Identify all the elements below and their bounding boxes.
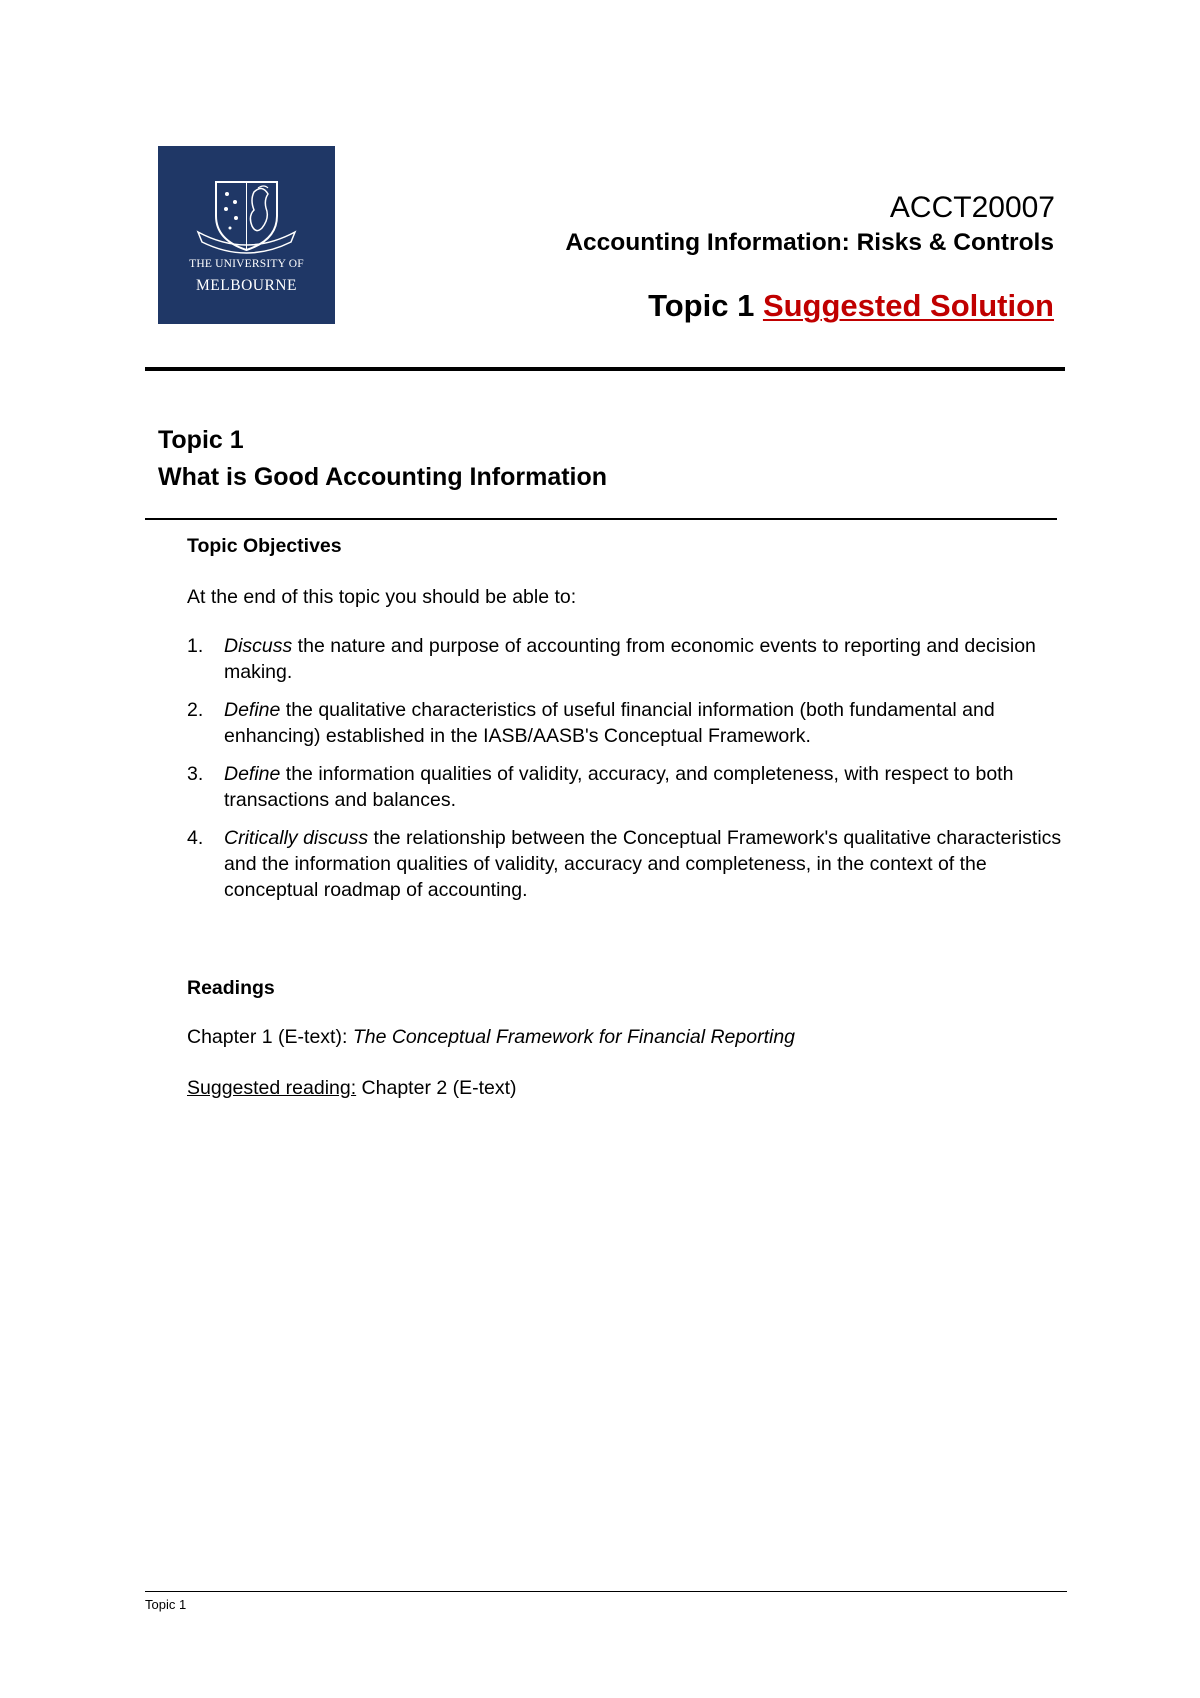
objectives-intro: At the end of this topic you should be able to: — [187, 586, 577, 608]
logo-text-line2: MELBOURNE — [196, 277, 297, 294]
objective-verb: Define — [224, 763, 281, 785]
topic-heading: What is Good Accounting Information — [158, 463, 608, 491]
header-divider — [145, 367, 1065, 371]
document-title — [648, 288, 1054, 324]
reading-chapter — [187, 1026, 795, 1049]
readings-heading: Readings — [187, 977, 275, 999]
suggested-reading — [187, 1077, 517, 1100]
reading-chapter-title: The Conceptual Framework for Financial Reporting — [352, 1026, 796, 1048]
footer-text: Topic 1 — [145, 1597, 187, 1612]
university-crest-icon — [158, 146, 335, 324]
objective-item — [187, 825, 1067, 903]
document-title-accent: Suggested Solution — [762, 288, 1054, 323]
objectives-heading: Topic Objectives — [187, 535, 342, 557]
objective-number: 1. — [187, 635, 204, 657]
objective-item — [187, 761, 1067, 813]
objective-verb: Discuss — [224, 635, 293, 657]
document-title-prefix: Topic 1 — [648, 288, 763, 323]
objective-number: 2. — [187, 699, 204, 721]
suggested-reading-text: Chapter 2 (E-text) — [356, 1077, 517, 1099]
objective-verb: Define — [224, 699, 281, 721]
course-name: Accounting Information: Risks & Controls — [565, 229, 1054, 256]
objective-text: the nature and purpose of accounting from economic events to reporting and decision making. — [224, 635, 1036, 683]
reading-chapter-prefix: Chapter 1 (E-text): — [187, 1026, 353, 1048]
objective-text: the qualitative characteristics of useful financial information (both fundamental and enhancing) established in the IASB/AASB's Conceptual Framework. — [224, 699, 995, 747]
suggested-reading-label: Suggested reading: — [187, 1077, 357, 1099]
course-code: ACCT20007 — [889, 191, 1055, 224]
topic-label: Topic 1 — [158, 426, 244, 454]
topic-divider — [145, 518, 1057, 520]
objective-number: 4. — [187, 827, 204, 849]
objective-item — [187, 697, 1067, 749]
objective-number: 3. — [187, 763, 204, 785]
objective-verb: Critically discuss — [224, 827, 369, 849]
objective-text: the information qualities of validity, accuracy, and completeness, with respect to both transactions and balances. — [224, 763, 1014, 811]
university-logo — [158, 146, 335, 324]
footer-divider — [145, 1591, 1067, 1592]
objective-text: the relationship between the Conceptual Framework's qualitative characteristics and the information qualities of validity, accuracy and completeness, in the context of the conceptual roadmap of accounting. — [224, 827, 1062, 901]
objectives-list — [187, 633, 1067, 915]
logo-text-line1: THE UNIVERSITY OF — [189, 258, 304, 270]
objective-item — [187, 633, 1067, 685]
